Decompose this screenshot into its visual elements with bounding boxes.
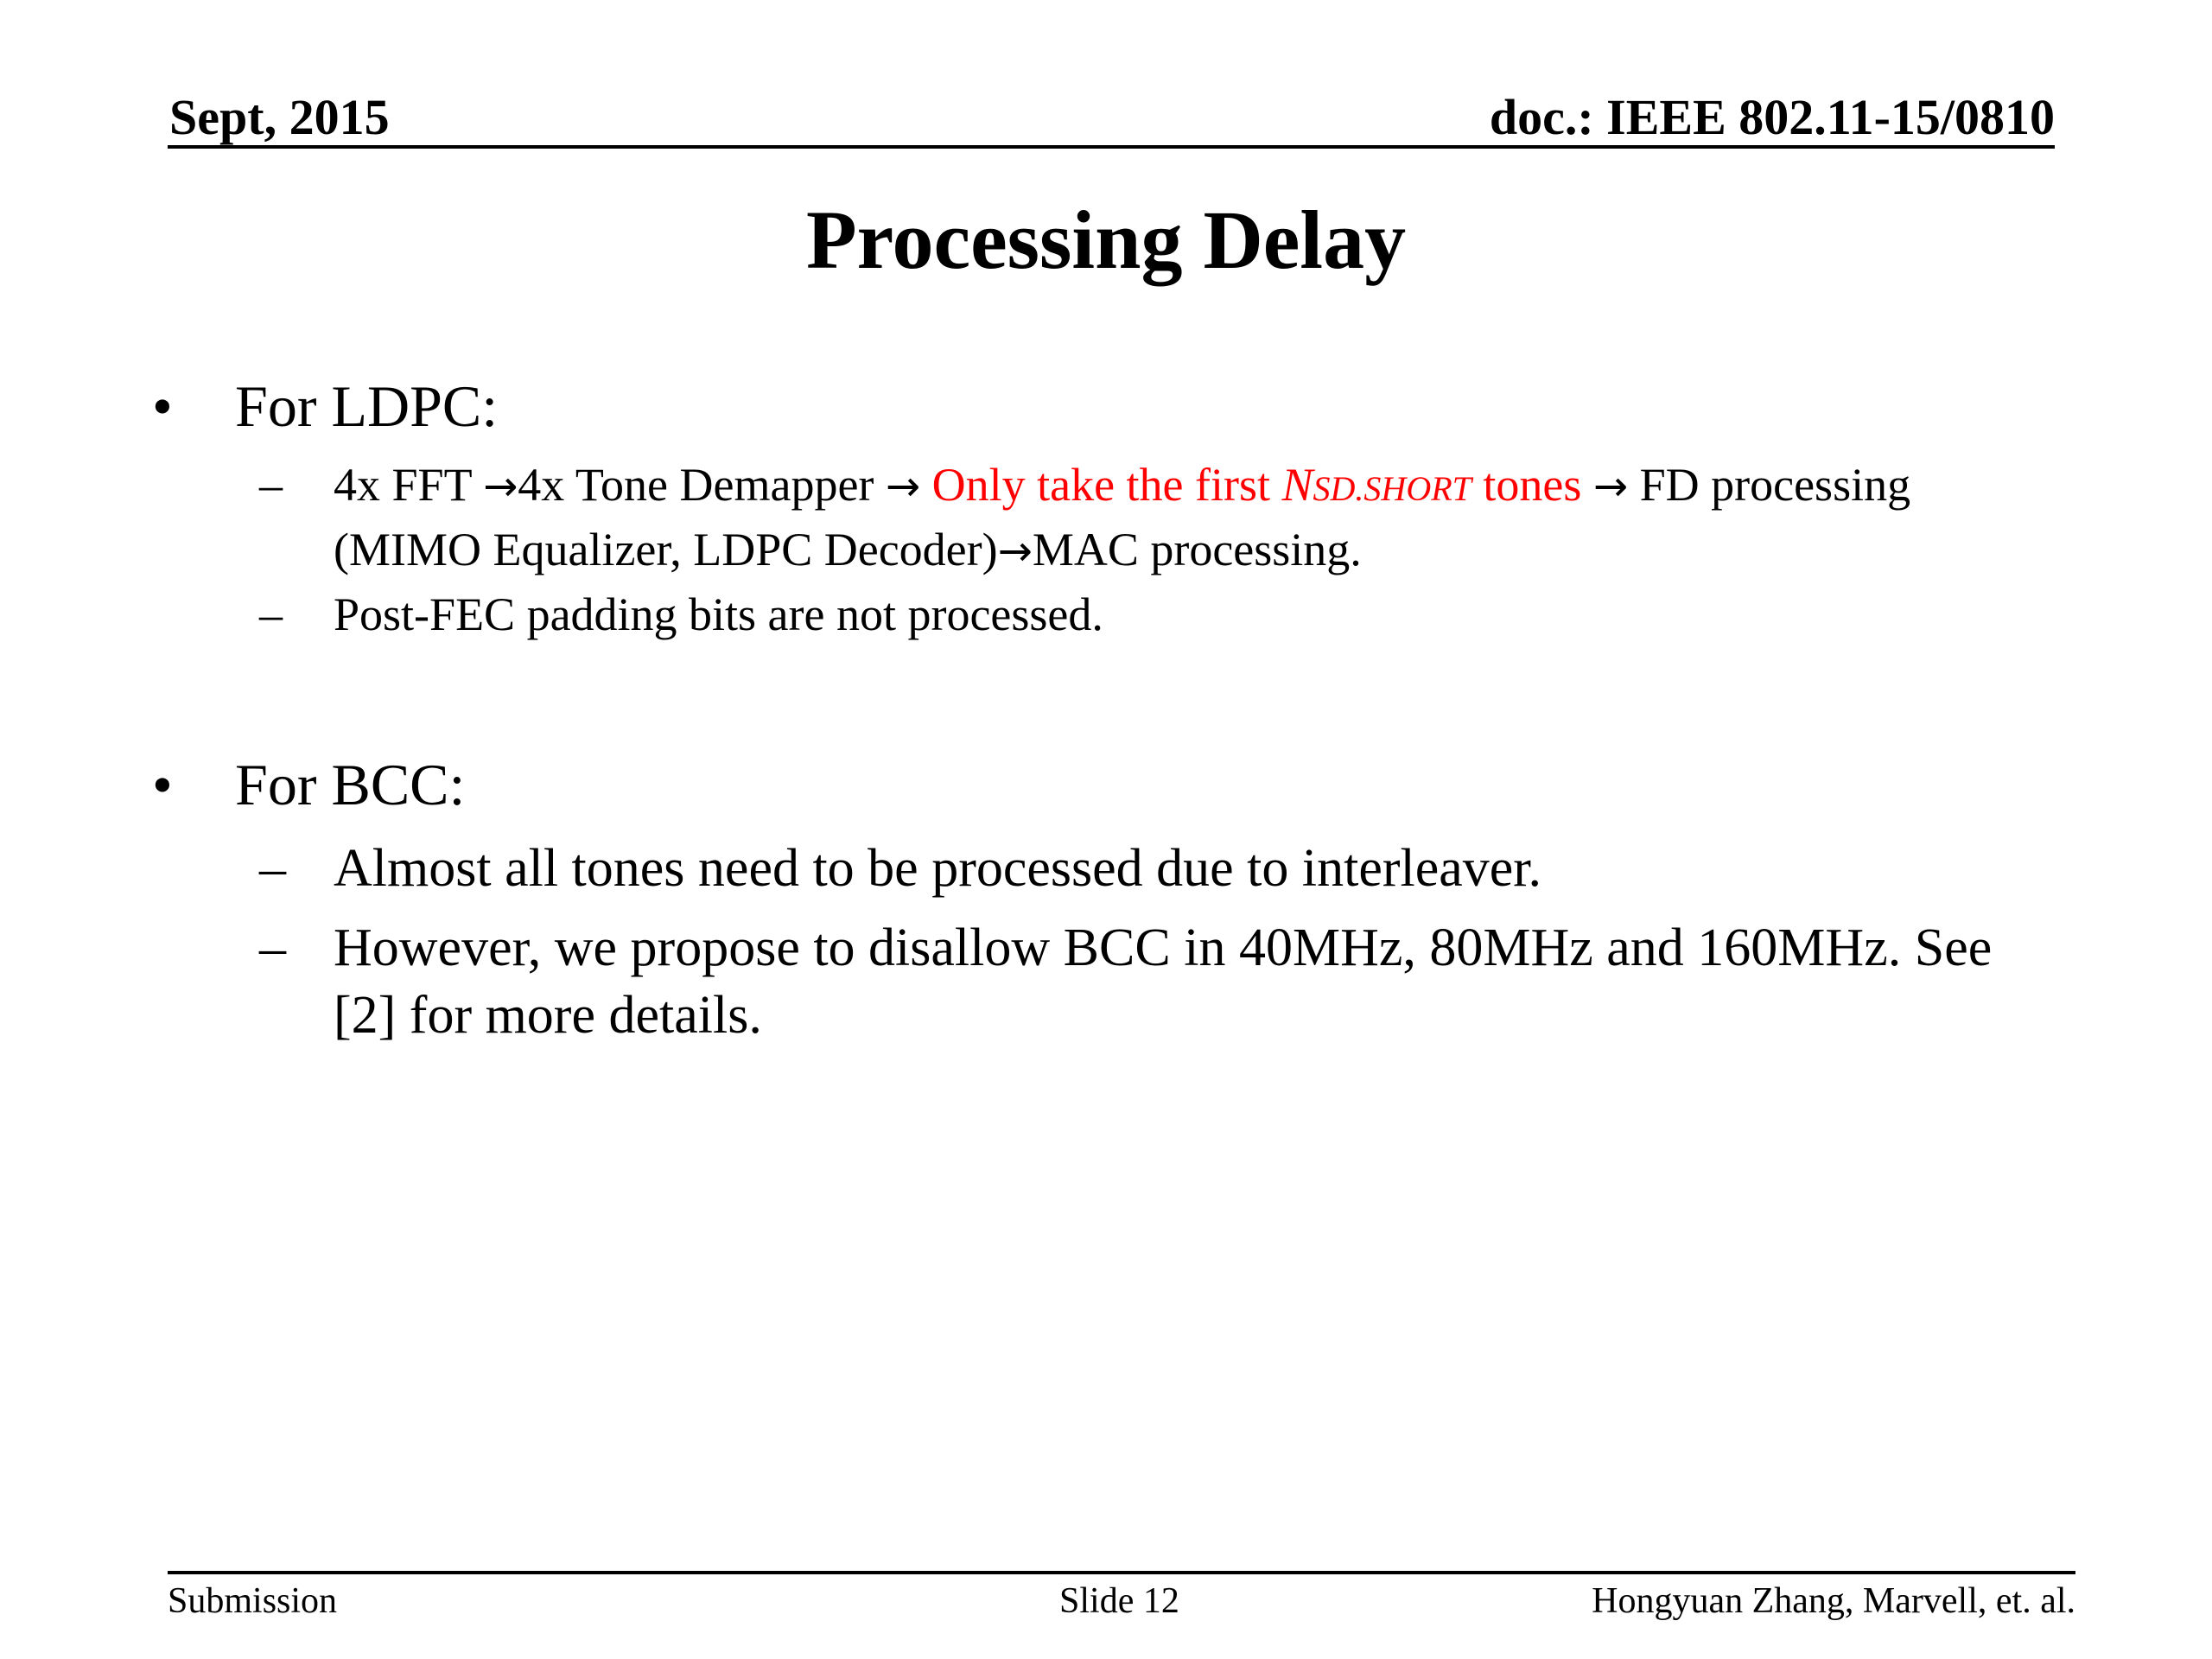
bullet-dot: •: [152, 752, 173, 817]
sub-item-dash: –: [259, 918, 286, 977]
highlight-symbol-subscript: SD.SHORT: [1313, 469, 1471, 508]
footer-divider: [168, 1571, 2075, 1574]
header-divider: [168, 145, 2055, 149]
bullet-label: For BCC:: [235, 752, 466, 817]
sub-item-dash: –: [259, 588, 283, 640]
highlight-text: Only take the first: [920, 459, 1282, 511]
segment-text: FD processing (MIMO Equalizer, LDPC Decoder): [334, 459, 1911, 575]
slide-title: Processing Delay: [805, 194, 1407, 286]
segment-text: [1581, 459, 1593, 511]
highlight-symbol-n: N: [1281, 459, 1313, 511]
bullet-dot: •: [152, 373, 173, 439]
segment-text: 4x FFT: [334, 459, 484, 511]
sub-item-text: However, we propose to disallow BCC in 40MHz, 80MHz and 160MHz. See [2] for more details.: [334, 918, 1993, 1045]
sub-item-dash: –: [259, 459, 283, 511]
header-date: Sept, 2015: [169, 89, 390, 145]
footer-slide-number: Slide 12: [1059, 1581, 1179, 1621]
footer-submission: Submission: [168, 1581, 338, 1621]
sub-item-dash: –: [259, 839, 286, 898]
bullet-label: For LDPC:: [235, 373, 499, 439]
sub-item-text: Almost all tones need to be processed due to interleaver.: [334, 839, 1542, 898]
sub-item-text: Post-FEC padding bits are not processed.: [334, 588, 1103, 640]
segment-text: MAC processing.: [1032, 524, 1362, 575]
arrow-icon: →: [483, 462, 518, 511]
sub-item-text: [334, 454, 2027, 582]
header-doc-id: doc.: IEEE 802.11-15/0810: [1489, 89, 2055, 145]
arrow-icon: →: [1592, 462, 1629, 511]
segment-text: 4x Tone Demapper: [518, 459, 886, 511]
highlight-text: tones: [1471, 459, 1582, 511]
arrow-icon: →: [885, 462, 921, 511]
footer-author: Hongyuan Zhang, Marvell, et. al.: [1592, 1581, 2075, 1621]
arrow-icon: →: [997, 527, 1033, 575]
